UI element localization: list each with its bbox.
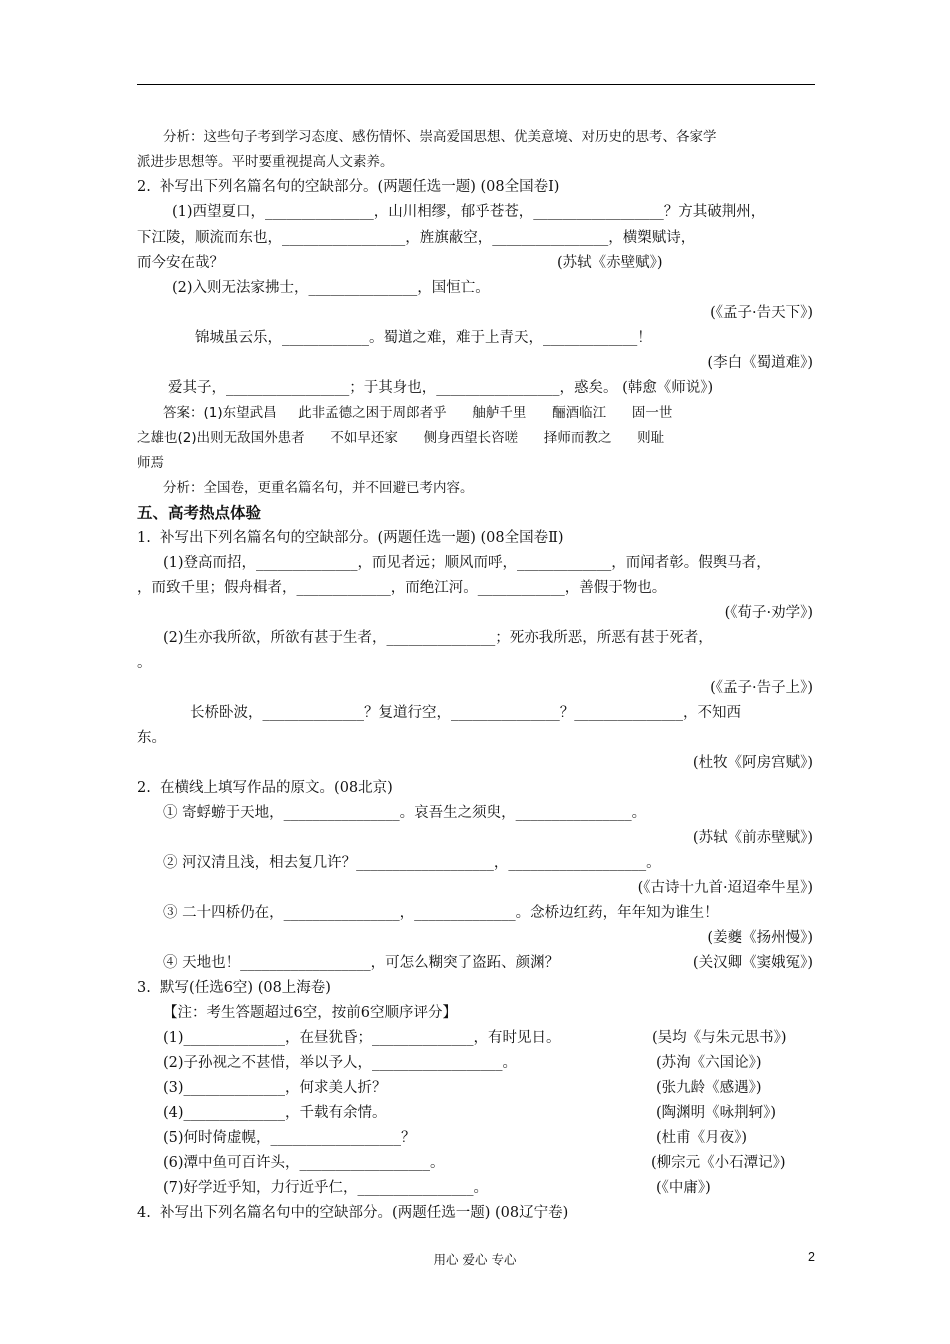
answer-line: 之雄也(2)出则无敌国外患者 不如早还家 侧身西望长咨嗟 择师而教之 则耻: [137, 430, 665, 446]
question-heading: 1. 补写出下列名篇名句的空缺部分。(两题任选一题) (08全国卷Ⅱ): [137, 530, 564, 546]
text-line: (1)西望夏口，_______________，山川相缪，郁乎苍苍，__________________？方其破荆州，: [172, 204, 766, 220]
citation: (《中庸》): [656, 1180, 711, 1196]
note-line: 【注：考生答题超过6空，按前6空顺序评分】: [163, 1005, 457, 1021]
question-heading: 4. 补写出下列名篇名句中的空缺部分。(两题任选一题) (08辽宁卷): [137, 1205, 569, 1221]
footer-text: 用心 爱心 专心: [433, 1252, 517, 1267]
text-line: 。: [137, 655, 152, 671]
text-line: (7)好学近乎知，力行近乎仁，________________。: [163, 1180, 489, 1196]
text-line: (6)潭中鱼可百许头，__________________。: [163, 1155, 445, 1171]
text-line: 锦城虽云乐，____________。蜀道之难，难于上青天，_____________！: [195, 330, 652, 346]
analysis-line: 分析：全国卷，更重名篇名句，并不回避已考内容。: [163, 480, 474, 496]
text-line: (2)子孙视之不甚惜，举以予人，__________________。: [163, 1055, 518, 1071]
citation: (苏轼《前赤壁赋》): [692, 830, 813, 846]
citation: (陶渊明《咏荆轲》): [656, 1105, 777, 1121]
text-line: 分析：这些句子考到学习态度、感伤情怀、崇高爱国思想、优美意境、对历史的思考、各家学: [163, 129, 717, 145]
text-line: 下江陵，顺流而东也，_________________，旌旗蔽空，________________，横槊赋诗，: [137, 230, 696, 246]
section-title: 五、高考热点体验: [137, 504, 262, 522]
answer-line: 答案：(1)东望武昌 此非孟德之困于周郎者乎 舳舻千里 酾酒临江 固一世: [163, 405, 673, 421]
citation: (《古诗十九首·迢迢牵牛星》): [637, 880, 813, 896]
page-number: 2: [808, 1250, 815, 1264]
question-heading: 2. 补写出下列名篇名句的空缺部分。(两题任选一题) (08全国卷Ⅰ): [137, 179, 560, 195]
text-line: (1)登高而招，______________，而见者远；顺风而呼，_____________，而闻者彰。假舆马者，: [163, 555, 771, 571]
citation: (《荀子·劝学》): [724, 605, 813, 621]
text-line: 东。: [137, 730, 166, 746]
citation: (杜牧《阿房宫赋》): [692, 755, 813, 771]
text-line: 长桥卧波，______________？复道行空，_______________？_______________，不知西: [190, 705, 741, 721]
citation: (关汉卿《窦娥冤》): [692, 955, 813, 971]
citation: (苏轼《赤壁赋》): [557, 255, 663, 271]
text-line: (4)______________，千载有余情。: [163, 1105, 387, 1121]
text-line: ，而致千里；假舟楫者，_____________，而绝江河。____________，善假于物也。: [137, 580, 667, 596]
text-line: (5)何时倚虚幌，__________________？: [163, 1130, 416, 1146]
question-heading: 2. 在横线上填写作品的原文。(08北京): [137, 780, 393, 796]
text-line: 爱其子，_________________；于其身也，_________________，惑矣。 (韩愈《师说》): [168, 380, 714, 396]
text-line: (1)______________，在昼犹昏；______________，有时见日。: [163, 1030, 561, 1046]
text-line: ① 寄蜉蝣于天地，________________。哀吾生之须臾，________________。: [163, 805, 647, 821]
text-line: (3)______________，何求美人折？: [163, 1080, 387, 1096]
citation: (苏洵《六国论》): [656, 1055, 762, 1071]
text-line: ② 河汉清且浅，相去复几许？___________________，___________________。: [163, 855, 661, 871]
citation: (《孟子·告天下》): [710, 305, 813, 321]
text-line: 派进步思想等。平时要重视提高人文素养。: [137, 154, 394, 170]
citation: (李白《蜀道难》): [707, 355, 813, 371]
citation: (《孟子·告子上》): [710, 680, 813, 696]
header-rule: [137, 84, 815, 85]
citation: (吴均《与朱元思书》): [652, 1030, 787, 1046]
text-line: ③ 二十四桥仍在，________________，______________。念桥边红药，年年知为谁生！: [163, 905, 719, 921]
citation: (姜夔《扬州慢》): [707, 930, 813, 946]
citation: (柳宗元《小石潭记》): [651, 1155, 786, 1171]
citation: (张九龄《感遇》): [656, 1080, 762, 1096]
question-heading: 3. 默写(任选6空) (08上海卷): [137, 980, 331, 996]
text-line: (2)生亦我所欲，所欲有甚于生者，_______________；死亦我所恶，所恶有甚于死者，: [163, 630, 713, 646]
text-line: ④ 天地也！__________________，可怎么糊突了盗跖、颜渊？: [163, 955, 560, 971]
text-line: 而今安在哉？: [137, 255, 224, 271]
answer-line: 师焉: [137, 455, 164, 471]
citation: (杜甫《月夜》): [656, 1130, 748, 1146]
text-line: (2)入则无法家拂士，_______________，国恒亡。: [172, 280, 490, 296]
